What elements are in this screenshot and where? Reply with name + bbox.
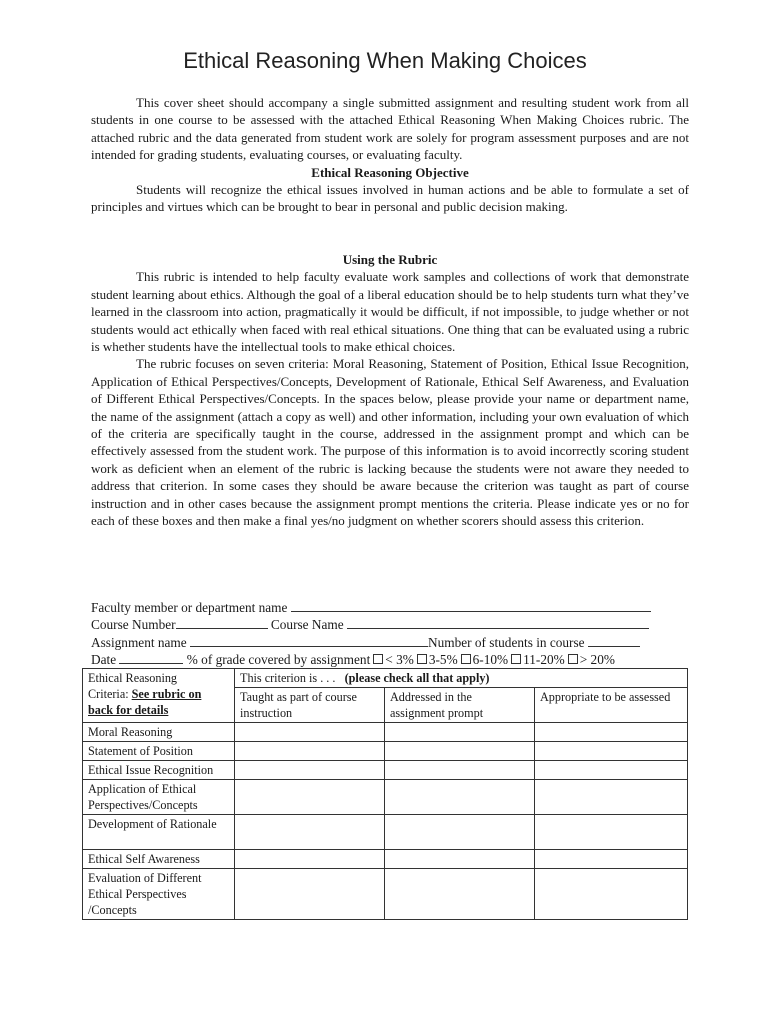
course-number-field[interactable] bbox=[176, 616, 268, 629]
rubric-heading: Using the Rubric bbox=[342, 252, 438, 267]
table-row bbox=[83, 815, 688, 850]
rubric-section bbox=[91, 251, 689, 530]
addressed-cell[interactable] bbox=[385, 780, 535, 815]
appropriate-cell[interactable] bbox=[535, 850, 688, 869]
taught-cell[interactable] bbox=[235, 869, 385, 920]
criterion-span-header bbox=[235, 669, 688, 688]
grade-option-5-label: > 20% bbox=[579, 652, 615, 668]
taught-cell[interactable] bbox=[235, 761, 385, 780]
table-row bbox=[83, 780, 688, 815]
criterion-label: Moral Reasoning bbox=[83, 723, 235, 742]
criterion-header-instruction: (please check all that apply) bbox=[344, 671, 490, 685]
grade-option-3-label: 6-10% bbox=[472, 652, 509, 668]
addressed-cell[interactable] bbox=[385, 850, 535, 869]
faculty-field[interactable] bbox=[291, 599, 651, 612]
criterion-label: Evaluation of Different Ethical Perspectives /Concepts bbox=[83, 869, 235, 920]
assignment-line bbox=[91, 634, 681, 651]
date-label: Date bbox=[91, 652, 117, 668]
column-header-addressed: Addressed in the assignment prompt bbox=[385, 688, 535, 723]
appropriate-cell[interactable] bbox=[535, 815, 688, 850]
column-header-taught: Taught as part of course instruction bbox=[235, 688, 385, 723]
rubric-paragraph-2: The rubric focuses on seven criteria: Moral Reasoning, Statement of Position, Ethical Issue Recognition, Application of Ethical Perspectives/Concepts, Development of Rationale, Ethical Self Awareness, and Evaluation of Different Ethical Perspectives/Concepts. In the spaces below, please provide your name or department name, the name of the assignment (attach a copy as well) and other information, including your own evaluation of which of the criteria are specifically taught in the course, addressed in the assignment prompt and which can be effectively assessed from the student work. The purpose of this information is to avoid incorrectly scoring student work as deficient when an element of the rubric is lacking because the students were not aware they needed to address that criterion. In some cases they should be aware because the criterion was taught as part of course instruction and in other cases because the assignment prompt mentions the criteria. Please indicate yes or no for each of these boxes and then make a final yes/no judgment on whether scorers should assess this criterion. bbox=[91, 356, 689, 529]
faculty-line bbox=[91, 599, 681, 616]
addressed-cell[interactable] bbox=[385, 869, 535, 920]
objective-paragraph: Students will recognize the ethical issues involved in human actions and be able to formulate a set of principles and virtues which can be brought to bear in personal and public decision making. bbox=[91, 182, 689, 215]
criteria-header-cell bbox=[83, 669, 235, 723]
grade-option-3-checkbox[interactable] bbox=[461, 654, 471, 664]
table-row bbox=[83, 850, 688, 869]
criteria-header-prefix: Criteria: bbox=[88, 687, 129, 701]
taught-cell[interactable] bbox=[235, 850, 385, 869]
criterion-label: Ethical Issue Recognition bbox=[83, 761, 235, 780]
criterion-header-prefix: This criterion is . . . bbox=[240, 671, 336, 685]
intro-section bbox=[91, 94, 689, 216]
appropriate-cell[interactable] bbox=[535, 761, 688, 780]
faculty-label: Faculty member or department name bbox=[91, 600, 288, 615]
grade-option-5-checkbox[interactable] bbox=[568, 654, 578, 664]
assignment-label: Assignment name bbox=[91, 634, 187, 650]
table-row bbox=[83, 761, 688, 780]
appropriate-cell[interactable] bbox=[535, 780, 688, 815]
grade-option-2-label: 3-5% bbox=[428, 652, 458, 668]
grade-option-1-checkbox[interactable] bbox=[373, 654, 383, 664]
taught-cell[interactable] bbox=[235, 780, 385, 815]
date-grade-line bbox=[91, 651, 681, 668]
grade-label: % of grade covered by assignment bbox=[186, 652, 371, 668]
addressed-cell[interactable] bbox=[385, 761, 535, 780]
assignment-field[interactable] bbox=[190, 634, 428, 647]
intro-paragraph: This cover sheet should accompany a single submitted assignment and resulting student work from all students in one course to be assessed with the attached Ethical Reasoning When Making Choices rubric. The attached rubric and the data generated from student work are solely for program assessment purposes and are not intended for grading students, evaluating courses, or evaluating faculty. bbox=[91, 95, 689, 163]
appropriate-cell[interactable] bbox=[535, 723, 688, 742]
addressed-cell[interactable] bbox=[385, 723, 535, 742]
rubric-paragraph-1: This rubric is intended to help faculty evaluate work samples and collections of work that demonstrate student learning about ethics. Although the goal of a liberal education should be to help students turn what they’ve learned in the classroom into action, pragmatically it would be difficult, if not impossible, to judge whether or not students would act ethically when faced with real ethical situations. One thing that can be evaluated using a rubric is whether students have the intellectual tools to make ethical choices. bbox=[91, 269, 689, 355]
course-info-form bbox=[91, 599, 681, 669]
grade-option-2-checkbox[interactable] bbox=[417, 654, 427, 664]
column-header-appropriate: Appropriate to be assessed bbox=[535, 688, 688, 723]
table-row bbox=[83, 742, 688, 761]
criterion-label: Application of Ethical Perspectives/Concepts bbox=[83, 780, 235, 815]
grade-option-4-label: 11-20% bbox=[523, 652, 565, 668]
appropriate-cell[interactable] bbox=[535, 742, 688, 761]
see-rubric-link[interactable]: See rubric on back for details bbox=[88, 687, 202, 717]
objective-heading: Ethical Reasoning Objective bbox=[311, 164, 469, 180]
taught-cell[interactable] bbox=[235, 723, 385, 742]
students-field[interactable] bbox=[588, 634, 640, 647]
course-line bbox=[91, 616, 681, 633]
grade-option-4-checkbox[interactable] bbox=[511, 654, 521, 664]
criterion-label: Statement of Position bbox=[83, 742, 235, 761]
table-row bbox=[83, 869, 688, 920]
course-name-label: Course Name bbox=[270, 617, 344, 633]
date-field[interactable] bbox=[119, 651, 183, 664]
taught-cell[interactable] bbox=[235, 742, 385, 761]
addressed-cell[interactable] bbox=[385, 742, 535, 761]
criterion-label: Ethical Self Awareness bbox=[83, 850, 235, 869]
criteria-header-line1: Ethical Reasoning bbox=[88, 671, 178, 685]
addressed-cell[interactable] bbox=[385, 815, 535, 850]
appropriate-cell[interactable] bbox=[535, 869, 688, 920]
course-number-label: Course Number bbox=[91, 617, 176, 633]
course-name-field[interactable] bbox=[347, 616, 649, 629]
criterion-label: Development of Rationale bbox=[83, 815, 235, 850]
grade-option-1-label: < 3% bbox=[385, 652, 414, 668]
table-row bbox=[83, 723, 688, 742]
table-header-row-1 bbox=[83, 669, 688, 688]
criteria-table bbox=[82, 668, 688, 920]
students-label: Number of students in course bbox=[427, 634, 585, 650]
taught-cell[interactable] bbox=[235, 815, 385, 850]
page-title: Ethical Reasoning When Making Choices bbox=[183, 48, 587, 73]
